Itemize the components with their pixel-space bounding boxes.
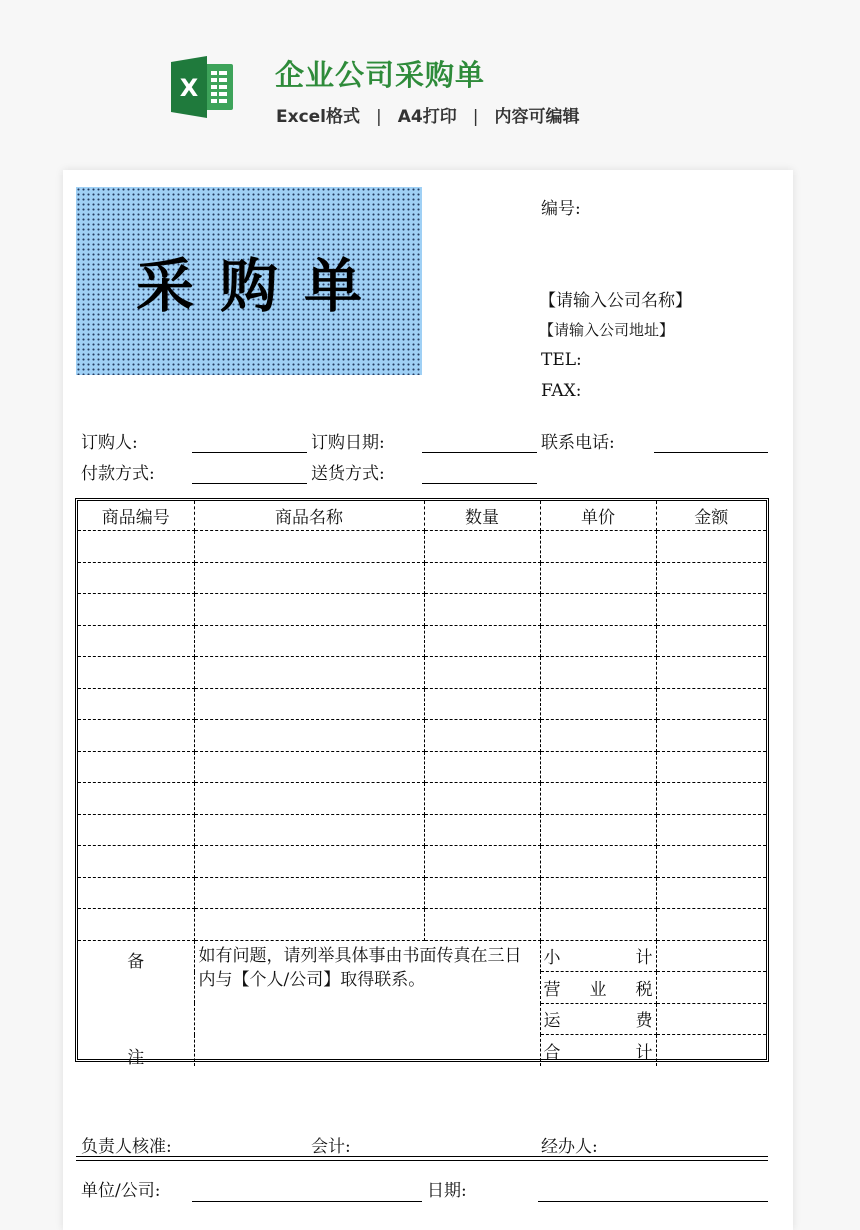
summary-value-subtotal[interactable]	[656, 940, 766, 972]
contact-phone-label: 联系电话:	[541, 433, 615, 453]
table-cell[interactable]	[656, 783, 766, 815]
feature-print: A4打印	[397, 107, 457, 127]
table-cell[interactable]	[78, 909, 194, 941]
table-cell[interactable]	[194, 720, 424, 752]
table-cell[interactable]	[194, 909, 424, 941]
table-cell[interactable]	[78, 625, 194, 657]
separator: |	[376, 107, 382, 127]
table-cell[interactable]	[656, 846, 766, 878]
label-part: 合	[543, 1042, 561, 1063]
header-amount: 金额	[656, 501, 766, 531]
remark-label-bottom: 注	[127, 1047, 145, 1068]
document-heading-box	[76, 187, 422, 375]
table-cell[interactable]	[540, 720, 656, 752]
accountant-label: 会计:	[311, 1137, 351, 1157]
table-cell[interactable]	[424, 909, 540, 941]
banner-title: 企业公司采购单	[275, 58, 486, 92]
table-cell[interactable]	[656, 814, 766, 846]
table-cell[interactable]	[540, 688, 656, 720]
table-cell[interactable]	[656, 594, 766, 626]
table-cell[interactable]	[656, 720, 766, 752]
order-date-input-line[interactable]	[422, 452, 537, 453]
tel-label: TEL:	[541, 350, 582, 370]
table-cell[interactable]	[656, 657, 766, 689]
label-part: 营	[543, 979, 561, 1000]
date-input-line[interactable]	[538, 1201, 768, 1202]
company-address-field[interactable]: 【请输入公司地址】	[539, 321, 675, 339]
table-cell[interactable]	[540, 877, 656, 909]
approver-label: 负责人核准:	[81, 1137, 172, 1157]
table-cell[interactable]	[540, 783, 656, 815]
table-cell[interactable]	[424, 562, 540, 594]
table-cell[interactable]	[424, 688, 540, 720]
table-cell[interactable]	[656, 562, 766, 594]
table-cell[interactable]	[78, 562, 194, 594]
purchase-table	[75, 498, 769, 1068]
feature-editable: 内容可编辑	[494, 107, 580, 127]
fax-label: FAX:	[541, 381, 582, 401]
table-cell[interactable]	[78, 751, 194, 783]
header-unit-price: 单价	[540, 501, 656, 531]
table-cell[interactable]	[194, 531, 424, 563]
unit-company-input-line[interactable]	[192, 1201, 422, 1202]
remark-text-cell[interactable]: 如有问题，请列举具体事由书面传真在三日内与【个人/公司】取得联系。	[194, 940, 540, 1066]
table-cell[interactable]	[656, 751, 766, 783]
table-row	[78, 720, 766, 752]
label-part: 小	[543, 948, 561, 969]
table-cell[interactable]	[194, 877, 424, 909]
label-part: 费	[635, 1011, 653, 1032]
table-cell[interactable]	[424, 877, 540, 909]
table-cell[interactable]	[78, 657, 194, 689]
separator: |	[472, 107, 479, 127]
feature-format: Excel格式	[276, 107, 361, 127]
table-row	[78, 688, 766, 720]
summary-label-subtotal	[540, 940, 656, 972]
summary-label-business-tax	[540, 972, 656, 1004]
table-cell[interactable]	[424, 594, 540, 626]
label-part: 业	[589, 979, 607, 1000]
table-cell[interactable]	[194, 562, 424, 594]
header-item-name: 商品名称	[194, 501, 424, 531]
delivery-method-input-line[interactable]	[422, 483, 537, 484]
table-row	[78, 846, 766, 878]
table-cell[interactable]	[656, 877, 766, 909]
document-page	[63, 170, 793, 1230]
table-row	[78, 531, 766, 563]
unit-company-label: 单位/公司:	[81, 1181, 161, 1201]
table-row	[78, 562, 766, 594]
table-cell[interactable]	[78, 877, 194, 909]
table-row	[78, 814, 766, 846]
signature-double-rule	[76, 1156, 768, 1161]
payment-method-label: 付款方式:	[81, 464, 155, 484]
date-label: 日期:	[427, 1181, 467, 1201]
summary-label-shipping	[540, 1003, 656, 1035]
label-part: 计	[635, 1042, 653, 1063]
banner-subtitle	[276, 102, 579, 127]
table-cell[interactable]	[424, 751, 540, 783]
table-cell[interactable]	[194, 657, 424, 689]
table-cell[interactable]	[540, 531, 656, 563]
table-row	[78, 625, 766, 657]
table-cell[interactable]	[540, 814, 656, 846]
table-row	[78, 657, 766, 689]
summary-value-shipping[interactable]	[656, 1003, 766, 1035]
table-cell[interactable]	[194, 594, 424, 626]
banner	[0, 0, 860, 160]
label-part: 税	[635, 979, 653, 1000]
table-cell[interactable]	[424, 783, 540, 815]
summary-value-total[interactable]	[656, 1035, 766, 1066]
table-cell[interactable]	[194, 783, 424, 815]
contact-phone-input-line[interactable]	[654, 452, 768, 453]
company-name-field[interactable]: 【请输入公司名称】	[539, 291, 692, 311]
summary-row-subtotal	[78, 940, 766, 972]
orderer-label: 订购人:	[81, 433, 138, 453]
label-part: 运	[543, 1011, 561, 1032]
excel-icon	[171, 56, 235, 118]
table-cell[interactable]	[194, 625, 424, 657]
table-cell[interactable]	[424, 531, 540, 563]
table-cell[interactable]	[78, 531, 194, 563]
table-cell[interactable]	[78, 783, 194, 815]
table-cell[interactable]	[656, 531, 766, 563]
table-cell[interactable]	[424, 814, 540, 846]
handler-label: 经办人:	[541, 1137, 598, 1157]
svg-text:X: X	[179, 74, 199, 102]
orderer-input-line[interactable]	[192, 452, 307, 453]
table-cell[interactable]	[78, 720, 194, 752]
table-cell[interactable]	[78, 688, 194, 720]
table-row	[78, 909, 766, 941]
table-cell[interactable]	[540, 625, 656, 657]
table-cell[interactable]	[540, 909, 656, 941]
summary-label-total	[540, 1035, 656, 1066]
table-cell[interactable]	[424, 657, 540, 689]
table-cell[interactable]	[194, 688, 424, 720]
table-cell[interactable]	[656, 688, 766, 720]
table-cell[interactable]	[656, 909, 766, 941]
header-quantity: 数量	[424, 501, 540, 531]
table-cell[interactable]	[540, 594, 656, 626]
table-cell[interactable]	[424, 720, 540, 752]
table-row	[78, 783, 766, 815]
purchase-grid	[78, 501, 766, 1066]
table-cell[interactable]	[78, 814, 194, 846]
table-row	[78, 877, 766, 909]
summary-value-business-tax[interactable]	[656, 972, 766, 1004]
table-header-row	[78, 501, 766, 531]
table-cell[interactable]	[78, 594, 194, 626]
table-cell[interactable]	[78, 846, 194, 878]
table-cell[interactable]	[194, 751, 424, 783]
header-item-code: 商品编号	[78, 501, 194, 531]
delivery-method-label: 送货方式:	[311, 464, 385, 484]
table-cell[interactable]	[540, 657, 656, 689]
order-date-label: 订购日期:	[311, 433, 385, 453]
table-cell[interactable]	[194, 846, 424, 878]
serial-label: 编号:	[541, 199, 581, 219]
document-heading: 采购单	[135, 252, 388, 320]
table-cell[interactable]	[656, 625, 766, 657]
table-cell[interactable]	[540, 846, 656, 878]
table-row	[78, 751, 766, 783]
label-part: 计	[635, 948, 653, 969]
table-row	[78, 594, 766, 626]
payment-method-input-line[interactable]	[192, 483, 307, 484]
table-cell[interactable]	[424, 846, 540, 878]
remark-label-top: 备	[127, 951, 145, 972]
table-cell[interactable]	[540, 751, 656, 783]
table-cell[interactable]	[540, 562, 656, 594]
table-cell[interactable]	[424, 625, 540, 657]
remark-label-cell	[78, 940, 194, 1066]
table-cell[interactable]	[194, 814, 424, 846]
